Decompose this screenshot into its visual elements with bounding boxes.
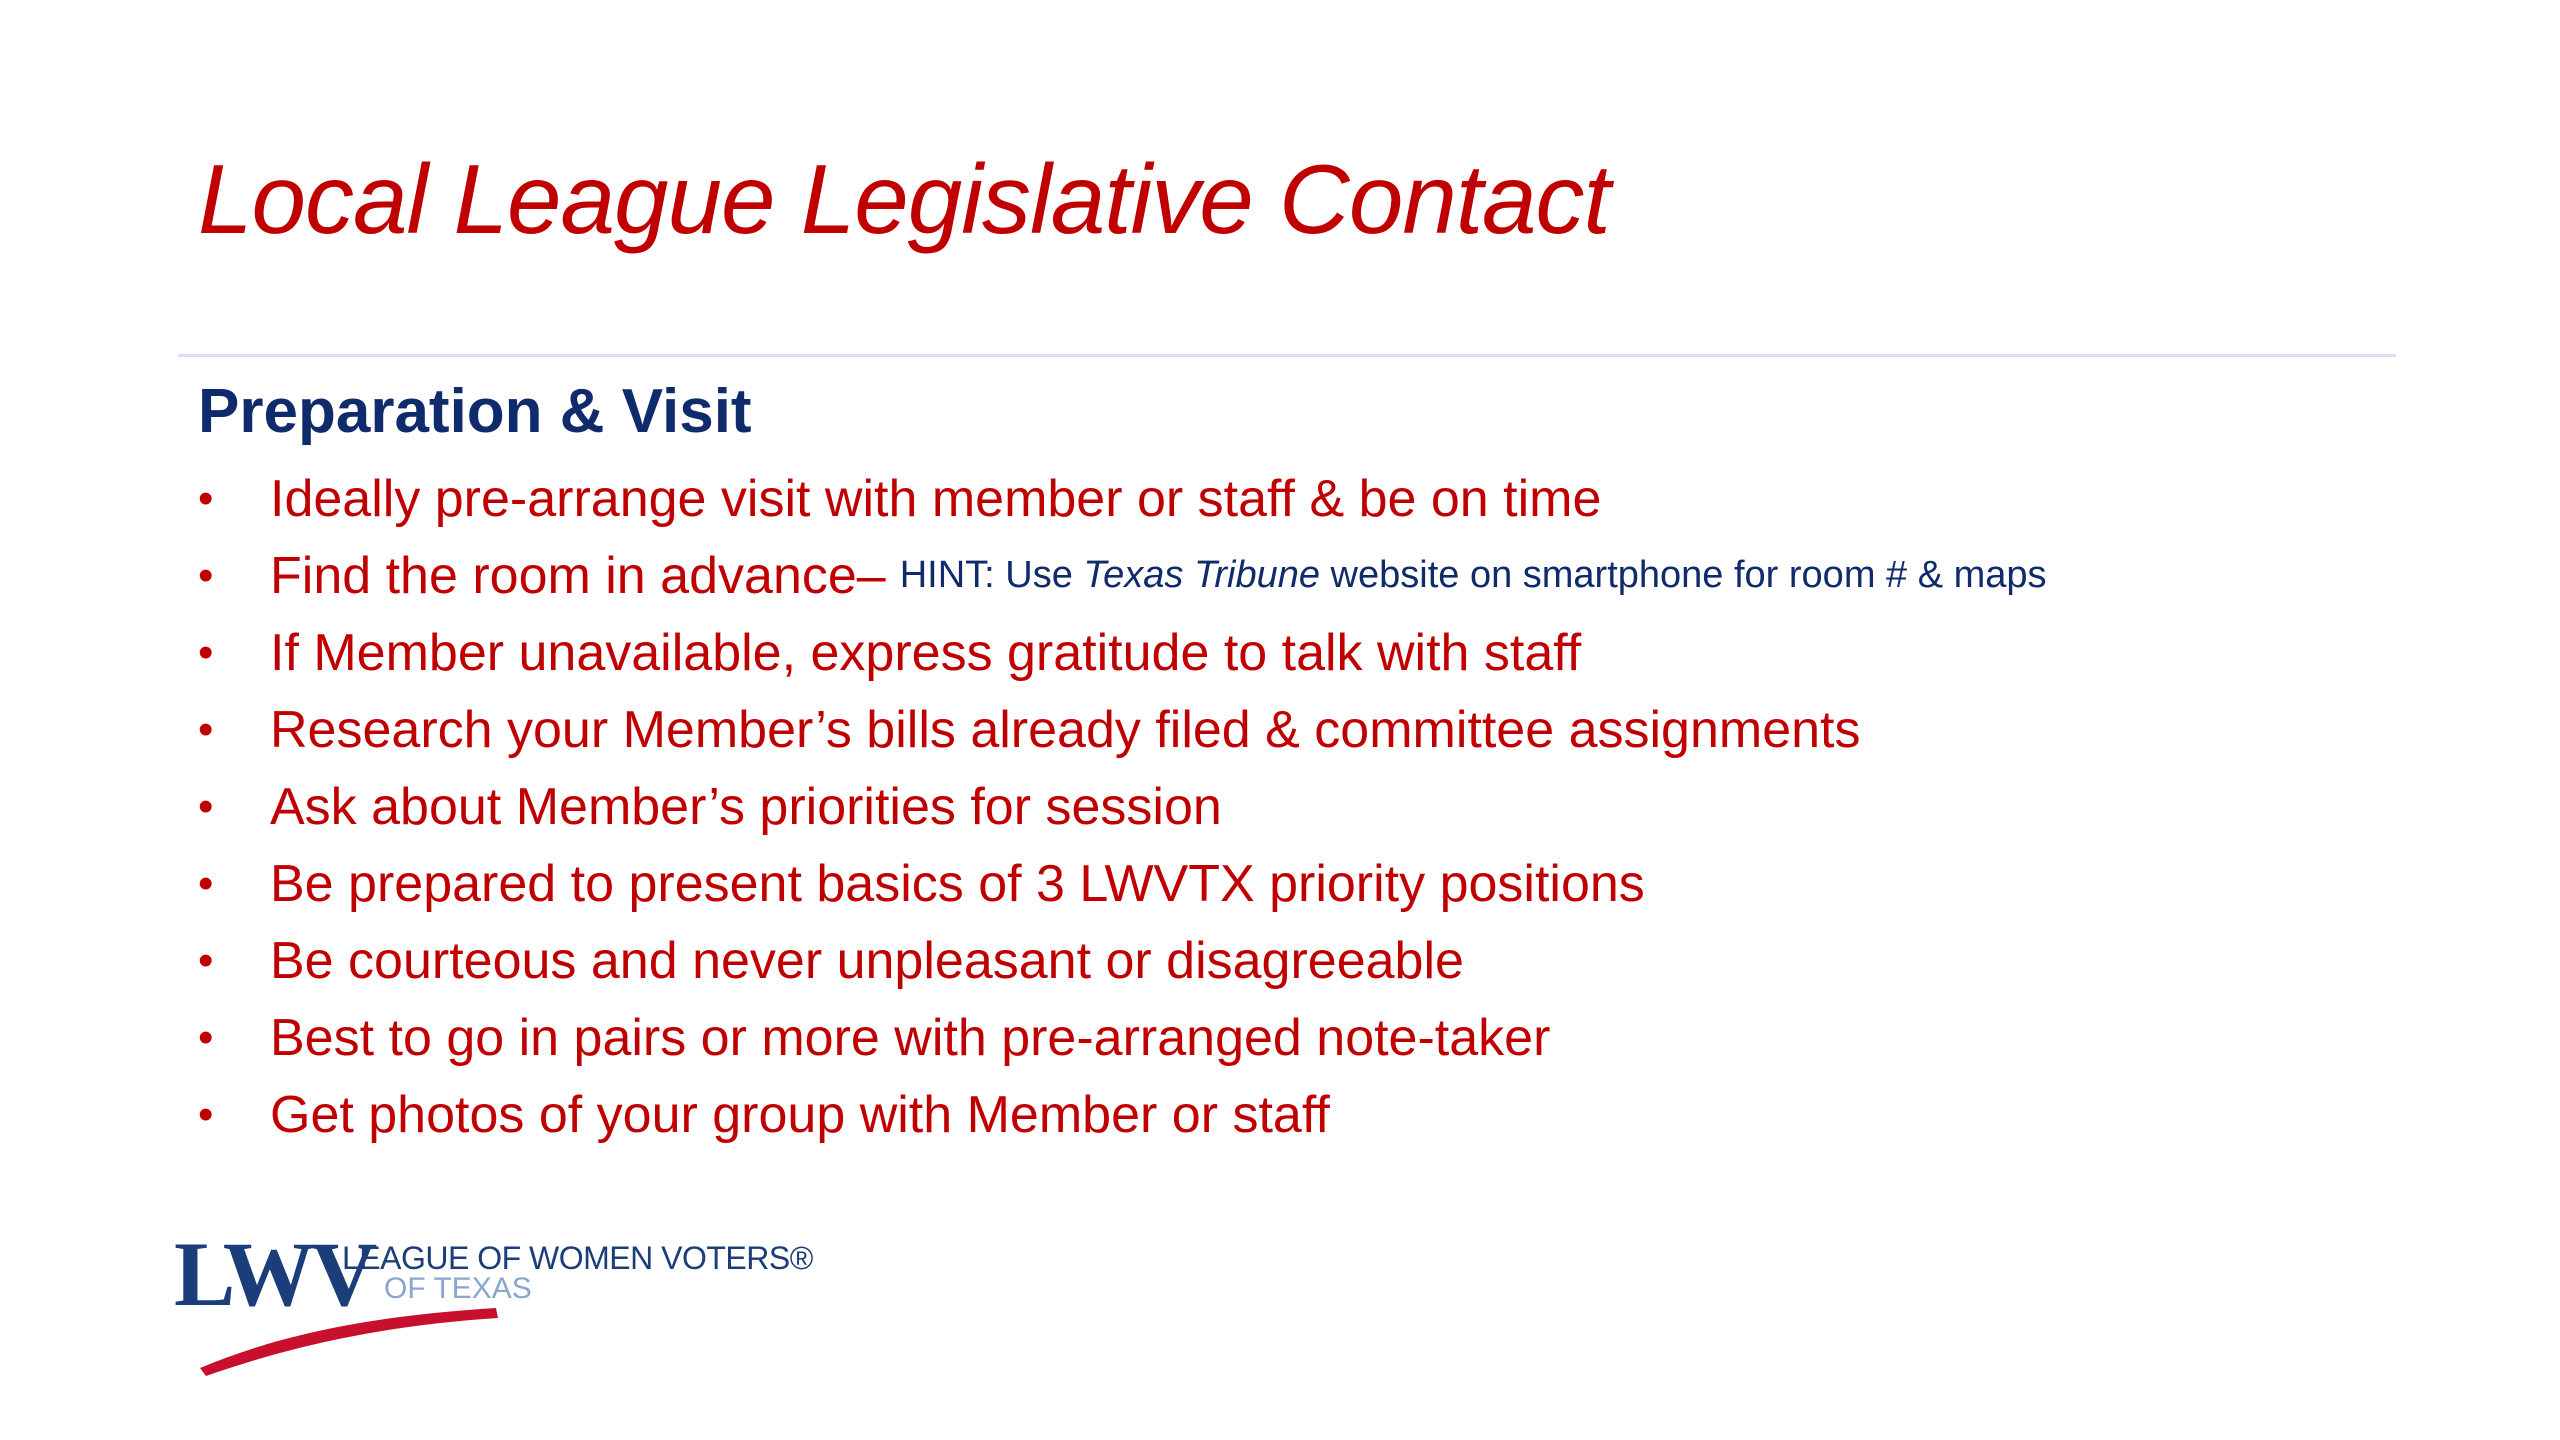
logo-mark: LWV	[174, 1223, 374, 1325]
bullet-text: Be prepared to present basics of 3 LWVTX priority positions	[270, 854, 1645, 913]
bullet-icon: •	[198, 1089, 214, 1139]
logo-name: LEAGUE OF WOMEN VOTERS®	[342, 1240, 813, 1276]
bullet-icon: •	[198, 627, 214, 677]
title-divider	[178, 354, 2396, 357]
bullet-icon: •	[198, 1012, 214, 1062]
bullet-text: If Member unavailable, express gratitude to talk with staff	[270, 623, 1582, 682]
list-item	[198, 614, 2047, 691]
bullet-icon: •	[198, 781, 214, 831]
list-item	[198, 537, 2047, 614]
lwv-logo	[174, 1223, 814, 1368]
section-heading: Preparation & Visit	[198, 377, 752, 446]
bullet-text: Be courteous and never unpleasant or disagreeable	[270, 931, 1464, 990]
hint-note	[900, 554, 2047, 597]
bullet-text: Ask about Member’s priorities for session	[270, 777, 1222, 836]
hint-suffix: website on smartphone for room # & maps	[1319, 554, 2047, 596]
bullet-icon: •	[198, 473, 214, 523]
hint-prefix: HINT: Use	[899, 554, 1084, 596]
bullet-icon: •	[198, 858, 214, 908]
logo-state: OF TEXAS	[384, 1272, 532, 1305]
bullet-text: Find the room in advance–	[270, 546, 886, 605]
bullet-list	[198, 460, 2047, 1153]
bullet-text: Get photos of your group with Member or staff	[270, 1085, 1330, 1144]
list-item	[198, 768, 2047, 845]
bullet-icon: •	[198, 550, 214, 600]
bullet-icon: •	[198, 704, 214, 754]
list-item	[198, 845, 2047, 922]
bullet-text: Ideally pre-arrange visit with member or staff & be on time	[270, 469, 1602, 528]
list-item	[198, 999, 2047, 1076]
bullet-icon: •	[198, 935, 214, 985]
list-item	[198, 1076, 2047, 1153]
hint-emphasis: Texas Tribune	[1083, 554, 1320, 596]
slide-title: Local League Legislative Contact	[198, 144, 1610, 254]
list-item	[198, 922, 2047, 999]
list-item	[198, 460, 2047, 537]
list-item	[198, 691, 2047, 768]
bullet-text: Best to go in pairs or more with pre-arranged note-taker	[270, 1008, 1551, 1067]
bullet-text: Research your Member’s bills already filed & committee assignments	[270, 700, 1861, 759]
